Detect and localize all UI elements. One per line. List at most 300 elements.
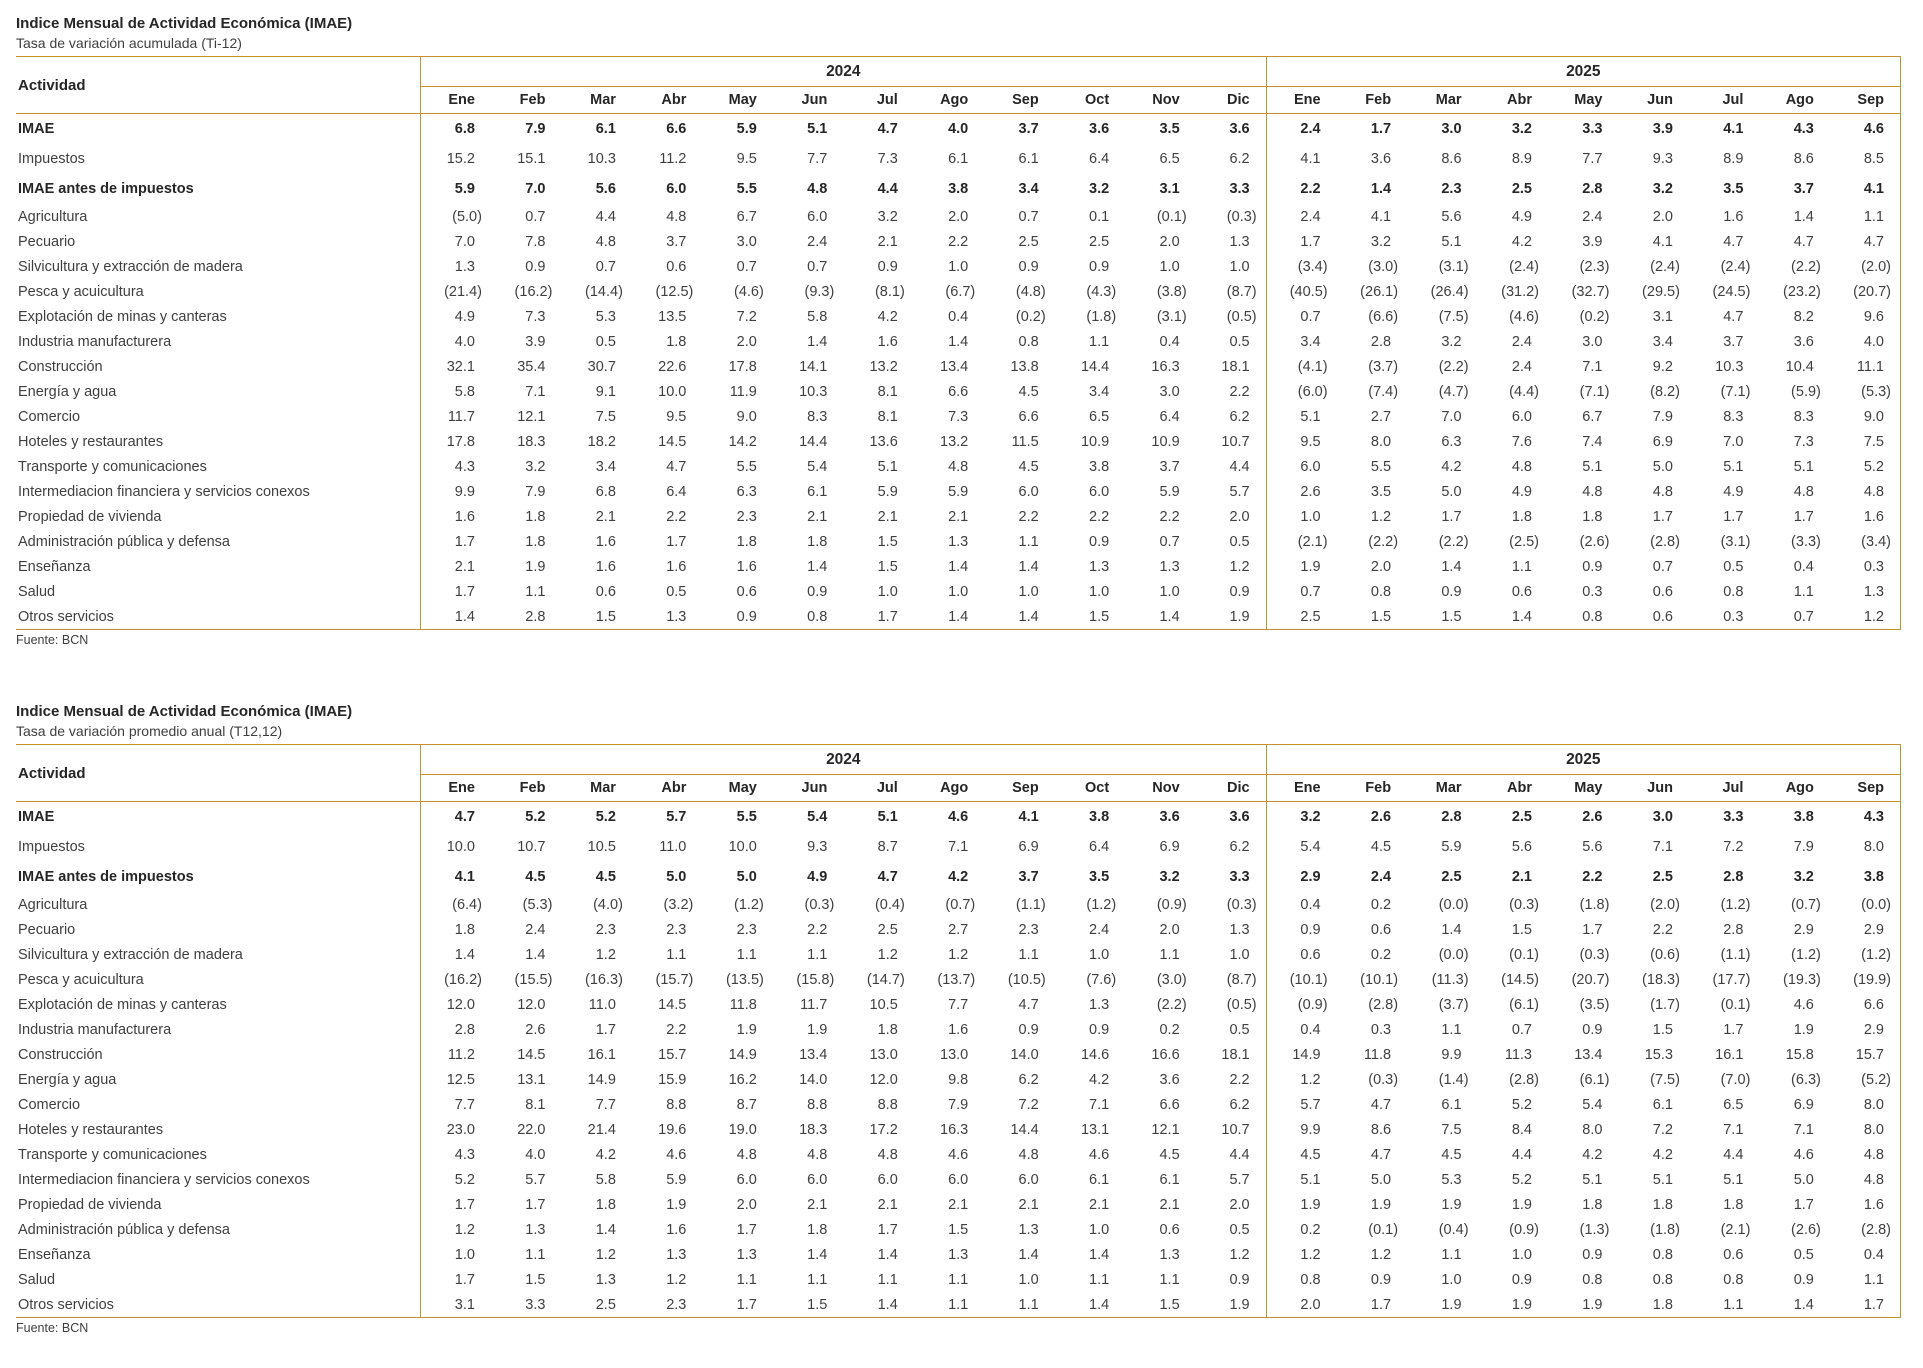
month-header: Dic [1196,87,1266,114]
value-cell: 14.1 [799,358,828,375]
value-cell: 4.2 [877,308,898,325]
value-cell: 0.9 [1196,1267,1266,1292]
value-cell: 15.3 [1644,1046,1673,1063]
value-cell: 0.8 [1370,583,1392,600]
month-header: Ene [421,775,491,802]
value-cell: (1.4) [1438,1071,1469,1088]
table-row [16,554,1901,579]
value-cell: 1.7 [1723,1021,1744,1038]
value-cell: 5.6 [595,181,616,197]
value-cell: (0.4) [874,896,905,913]
table-row [16,379,1901,404]
activity-label: Otros servicios [16,1292,421,1318]
value-cell: 4.9 [454,308,475,325]
value-cell: (0.9) [1297,996,1328,1013]
value-cell: (1.2) [1720,896,1751,913]
value-cell: 1.7 [1370,121,1392,137]
value-cell: 4.5 [1370,839,1392,855]
value-cell: 1.4 [1018,1246,1039,1263]
value-cell: (3.1) [1720,533,1751,550]
value-cell: 6.5 [1723,1096,1744,1113]
value-cell: 3.4 [595,458,616,475]
value-cell: 1.0 [948,258,969,275]
value-cell: 15.8 [1785,1046,1814,1063]
value-cell: 7.0 [454,233,475,250]
month-header: Oct [1055,87,1125,114]
value-cell: 1.1 [1159,946,1180,963]
value-cell: 2.0 [1266,1292,1336,1318]
value-cell: 5.0 [1370,1171,1392,1188]
value-cell: 1.5 [525,1271,546,1288]
value-cell: (0.2) [1015,308,1046,325]
value-cell: 1.3 [595,1271,616,1288]
value-cell: 3.4 [1089,383,1110,400]
value-cell: 1.4 [1125,604,1195,630]
value-cell: 0.2 [1300,1221,1321,1238]
value-cell: 2.0 [948,208,969,225]
value-cell: 7.6 [1511,433,1532,450]
value-cell: (6.6) [1368,308,1399,325]
value-cell: 1.3 [948,533,969,550]
value-cell: 4.5 [1159,1146,1180,1163]
value-cell: (0.2) [1579,308,1610,325]
value-cell: 7.7 [1582,151,1603,167]
value-cell: (2.4) [1509,258,1539,275]
value-cell: 9.8 [948,1071,969,1088]
value-cell: 10.0 [446,839,475,855]
value-cell: 4.7 [1723,233,1744,250]
value-cell: 1.6 [595,558,616,575]
value-cell: 8.0 [1830,1092,1901,1117]
value-cell: 12.1 [1151,1121,1180,1138]
value-cell: 6.0 [1511,408,1532,425]
value-cell: 6.5 [1089,408,1110,425]
value-cell: 1.4 [1018,558,1039,575]
value-cell: 13.8 [1010,358,1039,375]
value-cell: 11.0 [659,839,687,855]
value-cell: 6.0 [807,1171,828,1188]
value-cell: 8.0 [1830,1117,1901,1142]
value-cell: 8.3 [1723,408,1744,425]
value-cell: 3.5 [1089,869,1110,885]
value-cell: 10.5 [869,996,898,1013]
value-cell: 16.2 [728,1071,757,1088]
value-cell: 7.1 [1723,1121,1744,1138]
value-cell: 1.8 [1723,1196,1744,1213]
month-header: Dic [1196,775,1266,802]
value-cell: 1.0 [1089,1221,1110,1238]
value-cell: 5.9 [948,483,969,500]
value-cell: 5.8 [807,308,828,325]
value-cell: 14.6 [1080,1046,1110,1063]
value-cell: 1.9 [666,1196,687,1213]
value-cell: 9.9 [1300,1121,1321,1138]
value-cell: 4.1 [1652,233,1673,250]
value-cell: 5.2 [595,809,616,825]
value-cell: 4.6 [1830,114,1901,145]
value-cell: 1.3 [1159,1246,1180,1263]
value-cell: 1.5 [877,533,898,550]
month-header: Feb [491,775,561,802]
value-cell: (31.2) [1501,283,1539,300]
value-cell: 0.3 [1582,583,1603,600]
value-cell: 0.5 [1196,1017,1266,1042]
table-row [16,1017,1901,1042]
value-cell: (6.3) [1791,1071,1821,1088]
month-header: Sep [984,87,1054,114]
month-header: Sep [984,775,1054,802]
month-header: Feb [491,87,561,114]
month-header: Mar [1407,87,1477,114]
value-cell: (1.8) [1650,1221,1680,1238]
value-cell: 3.6 [1089,121,1110,137]
value-cell: 1.1 [1830,1267,1901,1292]
value-cell: 2.2 [1582,869,1603,885]
value-cell: 12.5 [446,1071,475,1088]
value-cell: (9.3) [804,283,835,300]
value-cell: (6.7) [945,283,976,300]
value-cell: 6.0 [807,208,828,225]
value-cell: 4.6 [1089,1146,1110,1163]
year-header-2025: 2025 [1266,745,1900,775]
value-cell: 1.1 [1089,333,1110,350]
value-cell: 13.5 [658,308,687,325]
value-cell: (4.4) [1509,383,1539,400]
value-cell: 4.9 [1723,483,1744,500]
month-header: Feb [1337,87,1407,114]
value-cell: 0.8 [1652,1246,1673,1263]
value-cell: 11.0 [588,996,616,1013]
activity-label: IMAE antes de impuestos [16,174,421,204]
value-cell: 5.8 [454,383,475,400]
value-cell: 1.4 [914,604,984,630]
month-header: Ene [421,87,491,114]
value-cell: 2.2 [807,921,828,938]
table-row [16,992,1901,1017]
value-cell: (5.2) [1830,1067,1901,1092]
value-cell: (18.3) [1642,971,1680,988]
value-cell: 1.4 [877,1246,898,1263]
value-cell: 1.0 [1511,1246,1532,1263]
value-cell: 0.5 [666,583,687,600]
value-cell: 5.1 [877,458,898,475]
value-cell: 1.1 [1089,1271,1110,1288]
value-cell: 1.9 [807,1021,828,1038]
value-cell: 3.2 [1441,333,1462,350]
value-cell: 3.5 [1723,181,1744,197]
value-cell: (3.3) [1791,533,1821,550]
value-cell: 10.3 [1715,358,1744,375]
value-cell: 0.5 [1196,1217,1266,1242]
value-cell: 5.6 [1441,208,1462,225]
value-cell: 5.0 [1441,483,1462,500]
value-cell: 3.0 [736,233,757,250]
value-cell: 5.1 [1793,458,1814,475]
table-row [16,404,1901,429]
value-cell: (7.0) [1720,1071,1751,1088]
value-cell: 2.0 [1652,208,1673,225]
value-cell: (8.1) [874,283,905,300]
value-cell: 4.3 [454,1146,475,1163]
value-cell: 6.1 [1018,151,1039,167]
value-cell: 5.1 [877,809,898,825]
table-row [16,279,1901,304]
value-cell: (0.3) [1196,892,1266,917]
value-cell: (0.3) [1368,1071,1399,1088]
value-cell: 0.5 [1196,329,1266,354]
value-cell: 13.6 [869,433,898,450]
value-cell: 5.6 [1511,839,1532,855]
value-cell: (1.2) [1086,896,1117,913]
value-cell: 9.9 [454,483,475,500]
value-cell: (26.1) [1360,283,1399,300]
value-cell: 1.7 [454,583,475,600]
value-cell: 0.5 [595,333,616,350]
value-cell: 1.3 [1830,579,1901,604]
value-cell: 1.7 [1582,921,1603,938]
value-cell: 4.5 [595,869,616,885]
table-row [16,1267,1901,1292]
value-cell: 4.2 [1441,458,1462,475]
value-cell: 4.7 [666,458,687,475]
value-cell: 4.0 [948,121,969,137]
table-source: Fuente: BCN [16,633,89,647]
value-cell: (2.1) [1297,533,1328,550]
value-cell: 2.4 [1300,121,1321,137]
value-cell: 3.8 [1830,862,1901,892]
value-cell: 6.6 [1830,992,1901,1017]
activity-column-header: Actividad [16,745,421,802]
value-cell: 14.4 [1010,1121,1039,1138]
value-cell: (2.8) [1368,996,1399,1013]
value-cell: 1.7 [1337,1292,1407,1318]
value-cell: 1.8 [525,533,546,550]
value-cell: 1.9 [1300,1196,1321,1213]
value-cell: 2.8 [491,604,561,630]
value-cell: 2.3 [595,921,616,938]
value-cell: 1.4 [1089,1246,1110,1263]
value-cell: 1.8 [1652,1196,1673,1213]
value-cell: (6.4) [452,896,482,913]
value-cell: 18.3 [799,1121,828,1138]
value-cell: 4.1 [1830,174,1901,204]
value-cell: (0.1) [1368,1221,1399,1238]
value-cell: 7.1 [1089,1096,1110,1113]
value-cell: 4.7 [1370,1146,1392,1163]
activity-label: Transporte y comunicaciones [16,1142,421,1167]
value-cell: 2.5 [1652,869,1673,885]
value-cell: 2.2 [1159,508,1180,525]
value-cell: 4.1 [1018,809,1039,825]
value-cell: 1.6 [454,508,475,525]
value-cell: 0.9 [1793,1271,1814,1288]
value-cell: 4.8 [877,1146,898,1163]
value-cell: 1.9 [1511,1196,1532,1213]
activity-label: Silvicultura y extracción de madera [16,254,421,279]
value-cell: 1.1 [1441,1021,1462,1038]
value-cell: 1.2 [1370,1246,1392,1263]
value-cell: (4.0) [593,896,623,913]
value-cell: 3.3 [1582,121,1603,137]
value-cell: 2.2 [1196,379,1266,404]
value-cell: 1.1 [1793,583,1814,600]
imae-accumulated-section [16,14,1907,650]
value-cell: 0.2 [1370,896,1392,913]
value-cell: 6.2 [1196,144,1266,174]
value-cell: 3.2 [877,208,898,225]
value-cell: 17.2 [869,1121,898,1138]
value-cell: 2.4 [1582,208,1603,225]
value-cell: 35.4 [517,358,546,375]
table-row [16,917,1901,942]
value-cell: 1.1 [807,1271,828,1288]
value-cell: 1.0 [1300,508,1321,525]
value-cell: 17.8 [446,433,475,450]
value-cell: 2.1 [1089,1196,1110,1213]
value-cell: 1.3 [1159,558,1180,575]
value-cell: 4.7 [877,869,898,885]
value-cell: 3.2 [525,458,546,475]
value-cell: 5.2 [1830,454,1901,479]
value-cell: 4.6 [666,1146,687,1163]
value-cell: 2.5 [1018,233,1039,250]
value-cell: 14.9 [587,1071,616,1088]
year-header-2024: 2024 [421,745,1267,775]
imae-average-table [16,744,1901,1318]
value-cell: 3.7 [1018,121,1039,137]
value-cell: 3.8 [1089,809,1110,825]
value-cell: 3.9 [1582,233,1603,250]
month-header: Jun [773,775,843,802]
value-cell: 1.1 [1441,1246,1462,1263]
value-cell: (0.9) [1509,1221,1539,1238]
value-cell: 8.1 [877,408,898,425]
month-header: Sep [1830,775,1901,802]
value-cell: 0.6 [1370,921,1392,938]
value-cell: (20.7) [1571,971,1610,988]
value-cell: 5.7 [1300,1096,1321,1113]
table-title: Indice Mensual de Actividad Económica (IMAE) [16,703,353,720]
value-cell: 11.2 [659,151,687,167]
value-cell: 7.9 [525,121,546,137]
value-cell: 1.3 [666,1246,687,1263]
value-cell: (0.1) [1156,208,1187,225]
imae-average-section [16,702,1907,1338]
activity-label: Salud [16,579,421,604]
value-cell: 4.4 [1196,1142,1266,1167]
table-row [16,1142,1901,1167]
value-cell: (0.3) [1579,946,1610,963]
value-cell: 4.7 [1723,308,1744,325]
month-header: Abr [1478,87,1548,114]
value-cell: 3.9 [525,333,546,350]
value-cell: (3.8) [1156,283,1187,300]
value-cell: 3.7 [666,233,687,250]
value-cell: 9.2 [1652,358,1673,375]
value-cell: (1.3) [1579,1221,1610,1238]
value-cell: 0.6 [595,583,616,600]
value-cell: 0.7 [807,258,828,275]
value-cell: 8.0 [1370,433,1392,450]
value-cell: 4.9 [807,869,828,885]
value-cell: 5.9 [1159,483,1180,500]
value-cell: (20.7) [1830,279,1901,304]
month-header: Ago [914,775,984,802]
activity-label: Industria manufacturera [16,329,421,354]
value-cell: 3.1 [1159,181,1180,197]
table-row [16,942,1901,967]
value-cell: 5.1 [1582,458,1603,475]
value-cell: 8.4 [1511,1121,1532,1138]
value-cell: 8.8 [666,1096,687,1113]
value-cell: 0.7 [1511,1021,1532,1038]
value-cell: 0.7 [1652,558,1673,575]
value-cell: 4.2 [1089,1071,1110,1088]
value-cell: 5.4 [807,458,828,475]
value-cell: 5.7 [1196,1167,1266,1192]
value-cell: 3.6 [1196,802,1266,833]
value-cell: 4.8 [807,1146,828,1163]
value-cell: 14.9 [728,1046,757,1063]
value-cell: 2.2 [1196,1067,1266,1092]
value-cell: 1.7 [1830,1292,1901,1318]
value-cell: 6.2 [1196,832,1266,862]
value-cell: 14.5 [658,996,687,1013]
table-row [16,1092,1901,1117]
value-cell: 1.0 [1196,942,1266,967]
value-cell: 14.4 [799,433,828,450]
value-cell: 2.5 [561,1292,631,1318]
value-cell: 0.4 [948,308,969,325]
value-cell: 6.2 [1018,1071,1039,1088]
value-cell: 7.7 [807,151,828,167]
value-cell: (4.3) [1086,283,1117,300]
value-cell: 3.4 [1652,333,1673,350]
value-cell: 0.8 [1582,1271,1603,1288]
value-cell: 7.1 [525,383,546,400]
value-cell: 6.7 [1582,408,1603,425]
value-cell: 9.5 [1300,433,1321,450]
value-cell: 1.2 [666,1271,687,1288]
table-row [16,354,1901,379]
value-cell: 6.0 [666,181,687,197]
value-cell: 8.3 [1793,408,1814,425]
value-cell: (4.7) [1438,383,1469,400]
value-cell: 2.8 [1723,869,1744,885]
value-cell: (3.0) [1368,258,1399,275]
value-cell: 6.6 [948,383,969,400]
value-cell: 1.2 [1196,1242,1266,1267]
value-cell: 0.7 [525,208,546,225]
value-cell: 1.9 [1196,1292,1266,1318]
value-cell: 1.2 [1830,604,1901,630]
value-cell: 0.4 [1793,558,1814,575]
value-cell: (4.1) [1297,358,1328,375]
value-cell: (2.6) [1791,1221,1821,1238]
activity-label: Industria manufacturera [16,1017,421,1042]
value-cell: (14.7) [866,971,905,988]
activity-label: Pecuario [16,917,421,942]
table-row [16,174,1901,204]
value-cell: 9.6 [1830,304,1901,329]
value-cell: 10.9 [1080,433,1110,450]
value-cell: 5.1 [1652,1171,1673,1188]
value-cell: 1.4 [948,558,969,575]
value-cell: 10.5 [587,839,616,855]
value-cell: 8.3 [807,408,828,425]
value-cell: (5.3) [1830,379,1901,404]
value-cell: 7.2 [1652,1121,1673,1138]
